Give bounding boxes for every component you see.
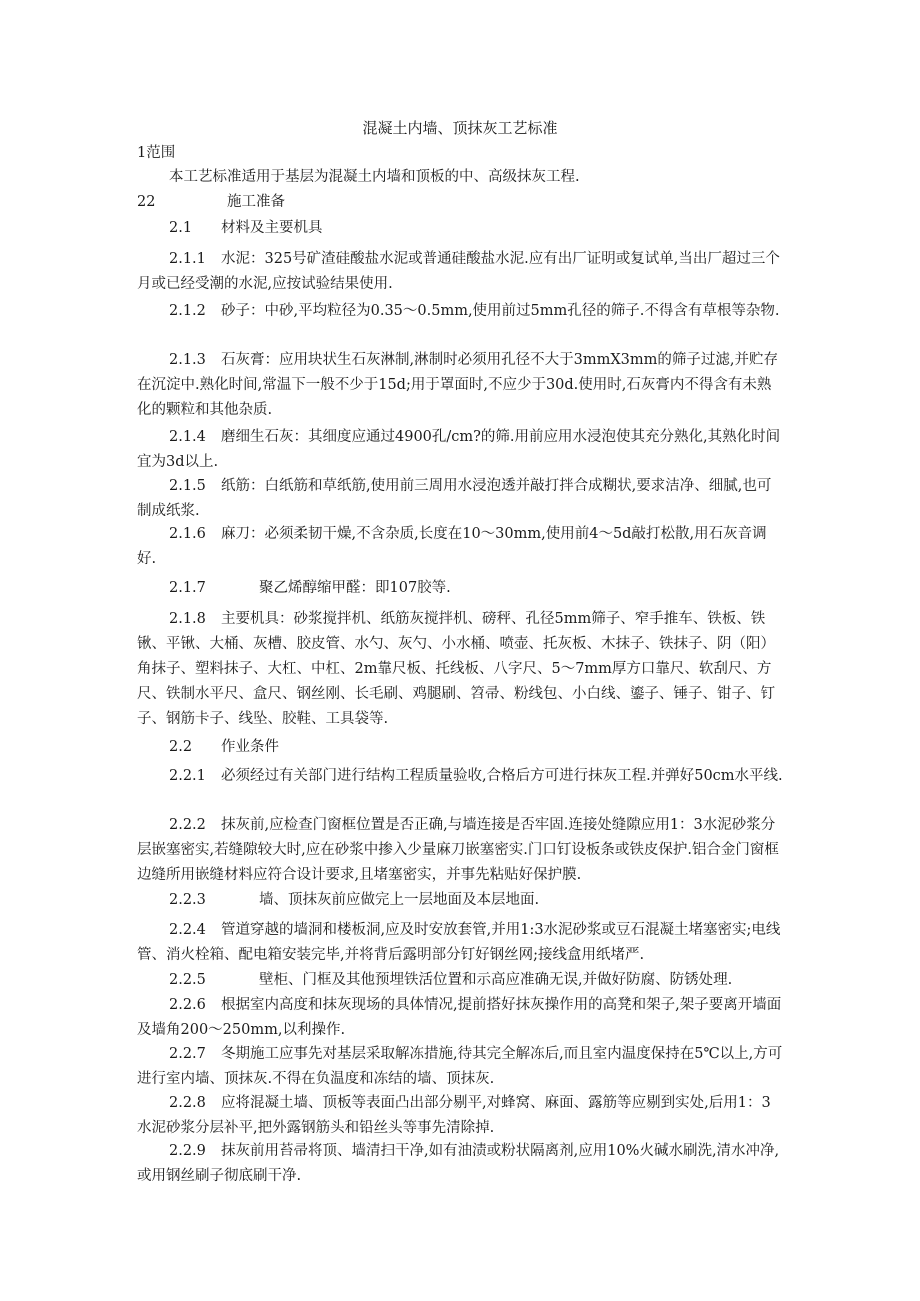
section-number: 2.1.1 bbox=[169, 251, 206, 267]
paragraph bbox=[137, 813, 783, 888]
section-number: 2.2.4 bbox=[169, 922, 206, 938]
section-heading bbox=[137, 216, 783, 241]
section-text: 抹灰前,应检查门窗框位置是否正确,与墙连接是否牢固.连接处缝隙应用1：3水泥砂浆分层嵌塞密实,若缝隙较大时,应在砂浆中掺入少量麻刀嵌塞密实.门口钉设板条或铁皮保护.铝合金门窗框边缝所用嵌缝材料应符合设计要求,且堵塞密实，并事先粘贴好保护膜. bbox=[137, 817, 779, 883]
section-text: 麻刀：必须柔韧干燥,不含杂质,长度在10～30mm,使用前4～5d敲打松散,用石灰音调好. bbox=[137, 526, 767, 567]
section-text: 砂子：中砂,平均粒径为0.35～0.5mm,使用前过5mm孔径的筛子.不得含有草根等杂物. bbox=[221, 303, 780, 319]
section-text: 冬期施工应事先对基层采取解冻措施,待其完全解冻后,而且室内温度保持在5℃以上,方可进行室内墙、顶抹灰.不得在负温度和冻结的墙、顶抹灰. bbox=[137, 1046, 783, 1087]
section-number: 2.1.2 bbox=[169, 303, 206, 319]
paragraph bbox=[137, 165, 783, 190]
section-number: 22 bbox=[137, 194, 156, 210]
section-number: 2.1.8 bbox=[169, 611, 206, 627]
section-text: 抹灰前用苔帚将顶、墙清扫干净,如有油渍或粉状隔离剂,应用10%火碱水刷洗,清水冲净,或用钢丝刷子彻底刷干净. bbox=[137, 1143, 780, 1184]
section-text: 作业条件 bbox=[221, 739, 279, 755]
section-heading bbox=[137, 735, 783, 760]
paragraph bbox=[137, 299, 783, 324]
section-text: 根据室内高度和抹灰现场的具体情况,提前搭好抹灰操作用的高凳和架子,架子要离开墙面及墙角200～250mm,以利操作. bbox=[137, 997, 782, 1038]
section-number: 2.2 bbox=[169, 739, 193, 755]
section-heading bbox=[137, 190, 783, 215]
section-text: 水泥：325号矿渣硅酸盐水泥或普通硅酸盐水泥.应有出厂证明或复试单,当出厂超过三个月或已经受潮的水泥,应按试验结果使用. bbox=[137, 251, 780, 292]
paragraph bbox=[137, 474, 783, 524]
paragraph bbox=[137, 764, 783, 789]
section-number: 2.1.4 bbox=[169, 429, 206, 445]
section-text: 聚乙烯醇缩甲醛：即107胶等. bbox=[259, 580, 451, 596]
section-number: 1 bbox=[137, 145, 147, 161]
section-number: 2.1.6 bbox=[169, 526, 206, 542]
section-number: 2.1 bbox=[169, 220, 193, 236]
section-text: 必须经过有关部门进行结构工程质量验收,合格后方可进行抹灰工程.并弹好50cm水平线. bbox=[221, 768, 783, 784]
paragraph bbox=[137, 607, 783, 732]
paragraph bbox=[137, 993, 783, 1043]
section-text: 纸筋：白纸筋和草纸筋,使用前三周用水浸泡透并敲打拌合成糊状,要求洁净、细腻,也可制成纸浆. bbox=[137, 478, 772, 519]
section-text: 本工艺标准适用于基层为混凝土内墙和顶板的中、高级抹灰工程. bbox=[169, 169, 580, 185]
section-text: 材料及主要机具 bbox=[221, 220, 323, 236]
section-number: 2.2.1 bbox=[169, 768, 206, 784]
section-number: 2.2.2 bbox=[169, 817, 206, 833]
section-number: 2.2.3 bbox=[169, 892, 206, 908]
section-text: 墙、顶抹灰前应做完上一层地面及本层地面. bbox=[259, 892, 540, 908]
paragraph bbox=[137, 968, 783, 993]
paragraph bbox=[137, 888, 783, 913]
section-number: 2.2.7 bbox=[169, 1046, 206, 1062]
section-heading bbox=[137, 141, 783, 166]
section-number: 2.2.8 bbox=[169, 1095, 206, 1111]
section-text: 施工准备 bbox=[227, 194, 285, 210]
paragraph bbox=[137, 348, 783, 423]
section-number: 2.2.6 bbox=[169, 997, 206, 1013]
paragraph bbox=[137, 1042, 783, 1092]
section-number: 2.2.5 bbox=[169, 972, 206, 988]
paragraph bbox=[137, 247, 783, 297]
section-text: 壁柜、门框及其他预埋铁活位置和示高应准确无误,并做好防腐、防锈处理. bbox=[259, 972, 733, 988]
paragraph bbox=[137, 1139, 783, 1189]
section-number: 2.1.5 bbox=[169, 478, 206, 494]
section-text: 应将混凝土墙、顶板等表面凸出部分剔平,对蜂窝、麻面、露筋等应剔到实处,后用1：3水泥砂浆分层补平,把外露钢筋头和铅丝头等事先清除掉. bbox=[137, 1095, 771, 1136]
section-number: 2.1.3 bbox=[169, 352, 206, 368]
paragraph bbox=[137, 522, 783, 572]
section-text: 范围 bbox=[146, 145, 176, 161]
paragraph bbox=[137, 425, 783, 475]
paragraph bbox=[137, 1091, 783, 1141]
section-number: 2.2.9 bbox=[169, 1143, 206, 1159]
section-number: 2.1.7 bbox=[169, 580, 206, 596]
document-title: 混凝土内墙、顶抹灰工艺标准 bbox=[362, 119, 558, 137]
paragraph bbox=[137, 576, 783, 601]
section-text: 主要机具：砂浆搅拌机、纸筋灰搅拌机、磅秤、孔径5mm筛子、窄手推车、铁板、铁锹、平锹、大桶、灰槽、胶皮管、水勺、灰勺、小水桶、喷壶、托灰板、木抹子、铁抹子、阴（阳）角抹子、塑料抹子、大杠、中杠、2m靠尺板、托线板、八字尺、5～7mm厚方口靠尺、软刮尺、方尺、铁制水平尺、盒尺、钢丝刚、长毛刷、鸡腿刷、笤帚、粉线包、小白线、鎏子、锤子、钳子、钉子、钢筋卡子、线坠、胶鞋、工具袋等. bbox=[137, 611, 775, 727]
section-text: 管道穿越的墙洞和楼板洞,应及时安放套管,并用1:3水泥砂浆或豆石混凝土堵塞密实;电线管、消火栓箱、配电箱安装完毕,并将背后露明部分钉好钢丝网;接线盒用纸堵严. bbox=[137, 922, 781, 963]
paragraph bbox=[137, 918, 783, 968]
section-text: 石灰膏：应用块状生石灰淋制,淋制时必须用孔径不大于3mmX3mm的筛子过滤,并贮存在沉淀中.熟化时间,常温下一般不少于15d;用于罩面时,不应少于30d.使用时,石灰膏内不得含有未熟化的颗粒和其他杂质. bbox=[137, 352, 778, 418]
section-text: 磨细生石灰：其细度应通过4900孔/cm?的筛.用前应用水浸泡使其充分熟化,其熟化时间宜为3d以上. bbox=[137, 429, 781, 470]
